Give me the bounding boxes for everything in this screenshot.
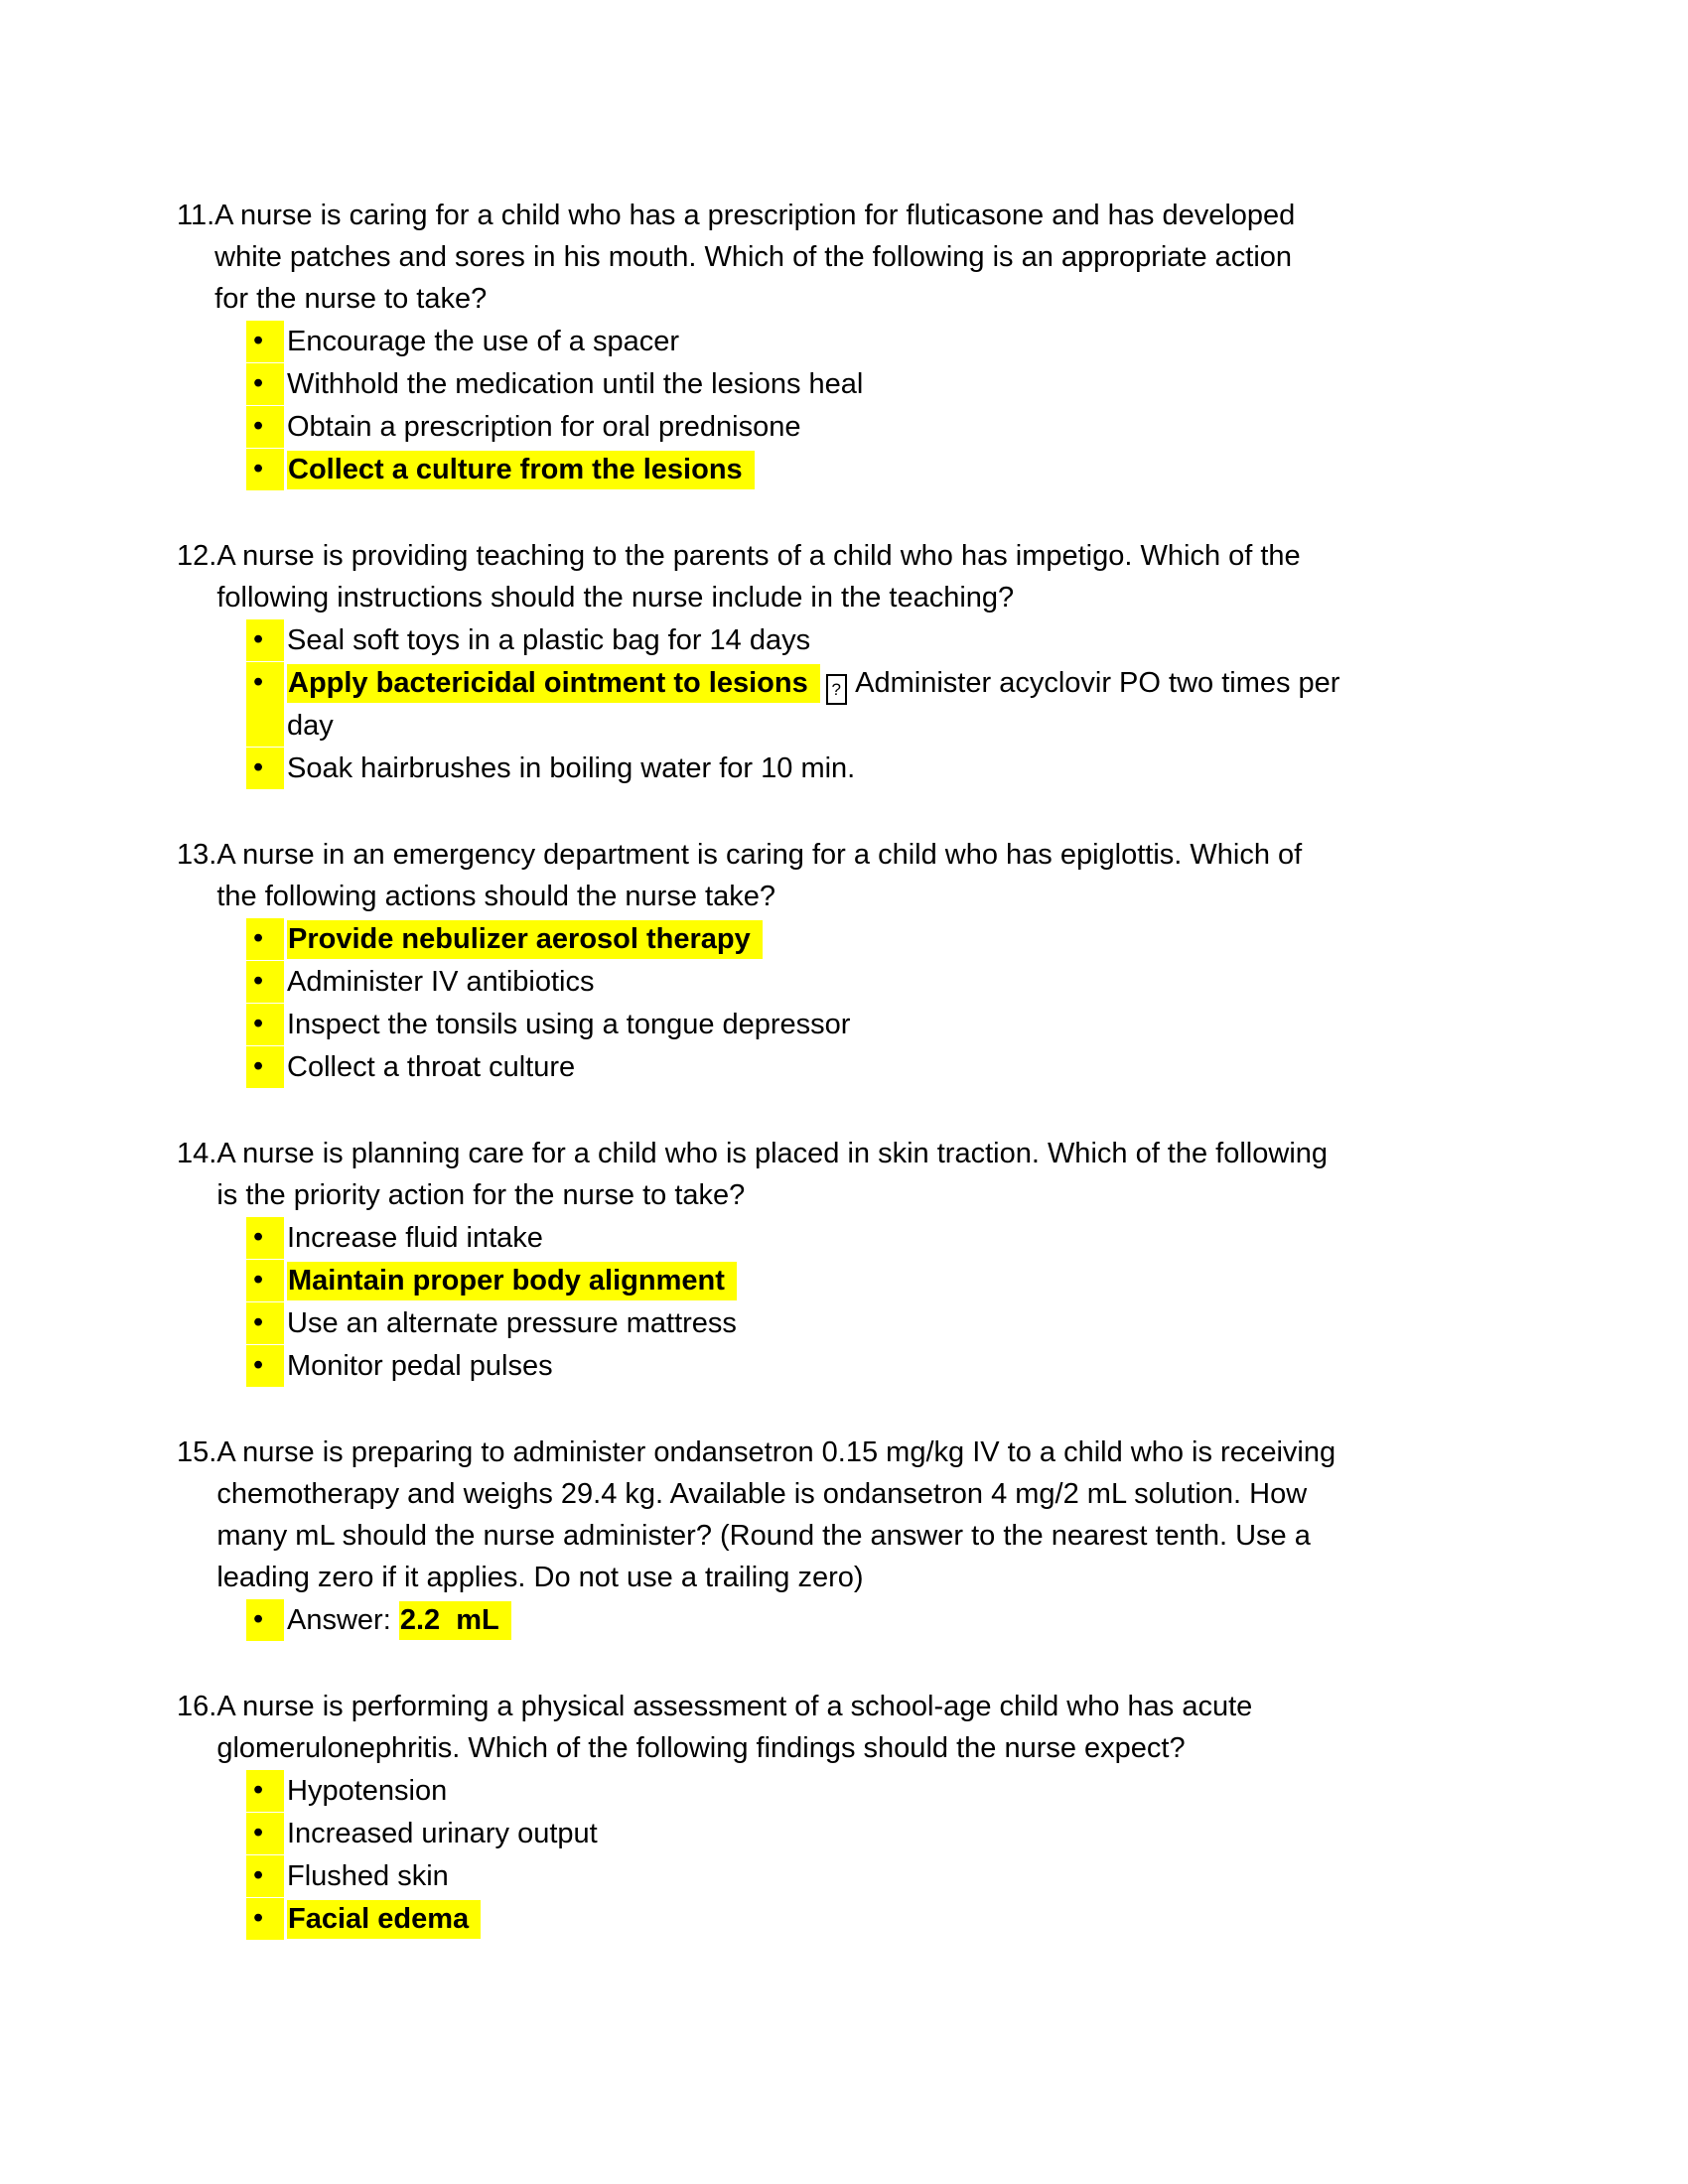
options-list [246, 918, 1607, 1088]
question-stem-row [177, 1432, 1607, 1598]
stem-line: many mL should the nurse administer? (Round the answer to the nearest tenth. Use a [216, 1520, 1311, 1552]
option-text [287, 1260, 737, 1301]
option-text [287, 1898, 481, 1940]
option-segment: Collect a throat culture [287, 1051, 576, 1083]
question-block [177, 535, 1607, 789]
option-text [287, 363, 863, 405]
question-block [177, 1686, 1607, 1940]
bullet-icon: • [246, 1004, 284, 1045]
option-row [246, 321, 1607, 362]
options-list [246, 1599, 1607, 1641]
bullet-icon: • [246, 406, 284, 448]
stem-line: A nurse is caring for a child who has a prescription for fluticasone and has developed [214, 200, 1296, 231]
option-segment: Answer: [287, 1604, 399, 1636]
bullet-icon: • [246, 1813, 284, 1854]
option-text [287, 1004, 850, 1045]
bullet-icon: • [246, 449, 284, 490]
bullet-icon: • [246, 1046, 284, 1088]
stem-line: A nurse is planning care for a child who is placed in skin traction. Which of the following [216, 1138, 1329, 1169]
stem-line: following instructions should the nurse include in the teaching? [216, 582, 1015, 614]
option-row [246, 1813, 1607, 1854]
question-stem-row [177, 1133, 1607, 1216]
bullet-icon: • [246, 961, 284, 1003]
question-stem [216, 1686, 1607, 1769]
bullet-icon: • [246, 1770, 284, 1812]
option-row [246, 1345, 1607, 1387]
option-text [287, 1345, 553, 1387]
question-number: 15. [177, 1436, 217, 1468]
options-list [246, 1770, 1607, 1940]
question-number: 11. [177, 200, 215, 231]
question-block [177, 834, 1607, 1088]
option-row [246, 363, 1607, 405]
question-stem-row [177, 834, 1607, 917]
stem-line: glomerulonephritis. Which of the following findings should the nurse expect? [216, 1732, 1186, 1764]
option-segment: Monitor pedal pulses [287, 1350, 553, 1382]
bullet-icon: • [246, 1217, 284, 1259]
answer-option-row [246, 449, 1607, 490]
option-segment: Use an alternate pressure mattress [287, 1307, 737, 1339]
question-stem [216, 834, 1607, 917]
option-text [287, 1813, 598, 1854]
question-block [177, 1432, 1607, 1641]
bullet-icon: • [246, 662, 284, 747]
bullet-icon: • [246, 918, 284, 960]
option-segment: Administer IV antibiotics [287, 966, 595, 998]
option-text [287, 1046, 575, 1088]
option-segment: Increase fluid intake [287, 1222, 543, 1254]
option-row [246, 1855, 1607, 1897]
option-segment: Soak hairbrushes in boiling water for 10 min. [287, 752, 856, 784]
option-text [287, 449, 755, 490]
option-text [287, 748, 855, 789]
question-stem [216, 535, 1607, 618]
bullet-icon: • [246, 1302, 284, 1344]
option-row [246, 1046, 1607, 1088]
bullet-icon: • [246, 1260, 284, 1301]
bullet-icon: • [246, 1345, 284, 1387]
option-segment: Obtain a prescription for oral prednisone [287, 411, 801, 443]
option-text [287, 1302, 737, 1344]
bullet-icon: • [246, 321, 284, 362]
highlighted-answer-text: Collect a culture from the lesions [287, 451, 755, 489]
option-row [246, 619, 1607, 661]
stem-line: is the priority action for the nurse to take? [216, 1179, 746, 1211]
question-number: 14. [177, 1138, 217, 1169]
option-segment: Administer acyclovir PO two times per [848, 667, 1340, 699]
option-segment: Inspect the tonsils using a tongue depressor [287, 1009, 851, 1040]
answer-option-row [246, 1260, 1607, 1301]
option-text [287, 1217, 543, 1259]
bullet-icon: • [246, 363, 284, 405]
options-list [246, 1217, 1607, 1387]
option-text [287, 1599, 511, 1641]
option-row [246, 1217, 1607, 1259]
highlighted-answer-text: 2.2 mL [399, 1601, 511, 1640]
bullet-icon: • [246, 1898, 284, 1940]
question-block [177, 1133, 1607, 1387]
question-stem [216, 1133, 1607, 1216]
option-segment: Increased urinary output [287, 1818, 598, 1849]
option-text [287, 406, 800, 448]
question-stem-row [177, 1686, 1607, 1769]
stem-line: for the nurse to take? [214, 283, 488, 315]
stem-line: A nurse is performing a physical assessment of a school-age child who has acute [216, 1691, 1253, 1722]
highlighted-answer-text: Maintain proper body alignment [287, 1262, 737, 1300]
bullet-icon: • [246, 619, 284, 661]
option-row [246, 1302, 1607, 1344]
option-row [246, 1770, 1607, 1812]
stem-line: chemotherapy and weighs 29.4 kg. Available is ondansetron 4 mg/2 mL solution. How [216, 1478, 1308, 1510]
option-text [287, 1770, 447, 1812]
stem-line: A nurse is providing teaching to the parents of a child who has impetigo. Which of the [216, 540, 1301, 572]
option-segment: Flushed skin [287, 1860, 449, 1892]
option-text [287, 961, 594, 1003]
option-text [287, 662, 1339, 747]
option-text [287, 619, 810, 661]
question-block [177, 195, 1607, 490]
option-row [246, 961, 1607, 1003]
answer-option-row [246, 1898, 1607, 1940]
question-number: 12. [177, 540, 217, 572]
highlighted-answer-text: Facial edema [287, 1900, 481, 1939]
option-row [246, 406, 1607, 448]
options-list [246, 619, 1607, 789]
option-segment: Encourage the use of a spacer [287, 326, 679, 357]
answer-option-row [246, 662, 1607, 747]
questions-list [177, 195, 1607, 1984]
question-number: 16. [177, 1691, 217, 1722]
missing-glyph-icon: ? [826, 674, 847, 705]
answer-option-row [246, 1599, 1607, 1641]
stem-line: A nurse in an emergency department is caring for a child who has epiglottis. Which of [216, 839, 1303, 871]
question-stem-row [177, 195, 1607, 320]
highlighted-answer-text: Apply bactericidal ointment to lesions [287, 664, 820, 703]
bullet-icon: • [246, 1855, 284, 1897]
stem-line: white patches and sores in his mouth. Which of the following is an appropriate action [214, 241, 1293, 273]
option-segment: Seal soft toys in a plastic bag for 14 days [287, 624, 811, 656]
question-number: 13. [177, 839, 217, 871]
option-row [246, 1004, 1607, 1045]
option-segment: Withhold the medication until the lesions heal [287, 368, 864, 400]
options-list [246, 321, 1607, 490]
highlighted-answer-text: Provide nebulizer aerosol therapy [287, 920, 763, 959]
option-text [287, 321, 679, 362]
question-stem [216, 1432, 1607, 1598]
answer-option-row [246, 918, 1607, 960]
option-segment: Hypotension [287, 1775, 448, 1807]
option-row [246, 748, 1607, 789]
stem-line: leading zero if it applies. Do not use a trailing zero) [216, 1562, 864, 1593]
question-stem-row [177, 535, 1607, 618]
stem-line: A nurse is preparing to administer ondansetron 0.15 mg/kg IV to a child who is receiving [216, 1436, 1336, 1468]
stem-line: the following actions should the nurse take? [216, 881, 775, 912]
bullet-icon: • [246, 1599, 284, 1641]
option-segment: day [287, 710, 334, 742]
question-stem [214, 195, 1607, 320]
option-text [287, 1855, 449, 1897]
option-text [287, 918, 763, 960]
bullet-icon: • [246, 748, 284, 789]
